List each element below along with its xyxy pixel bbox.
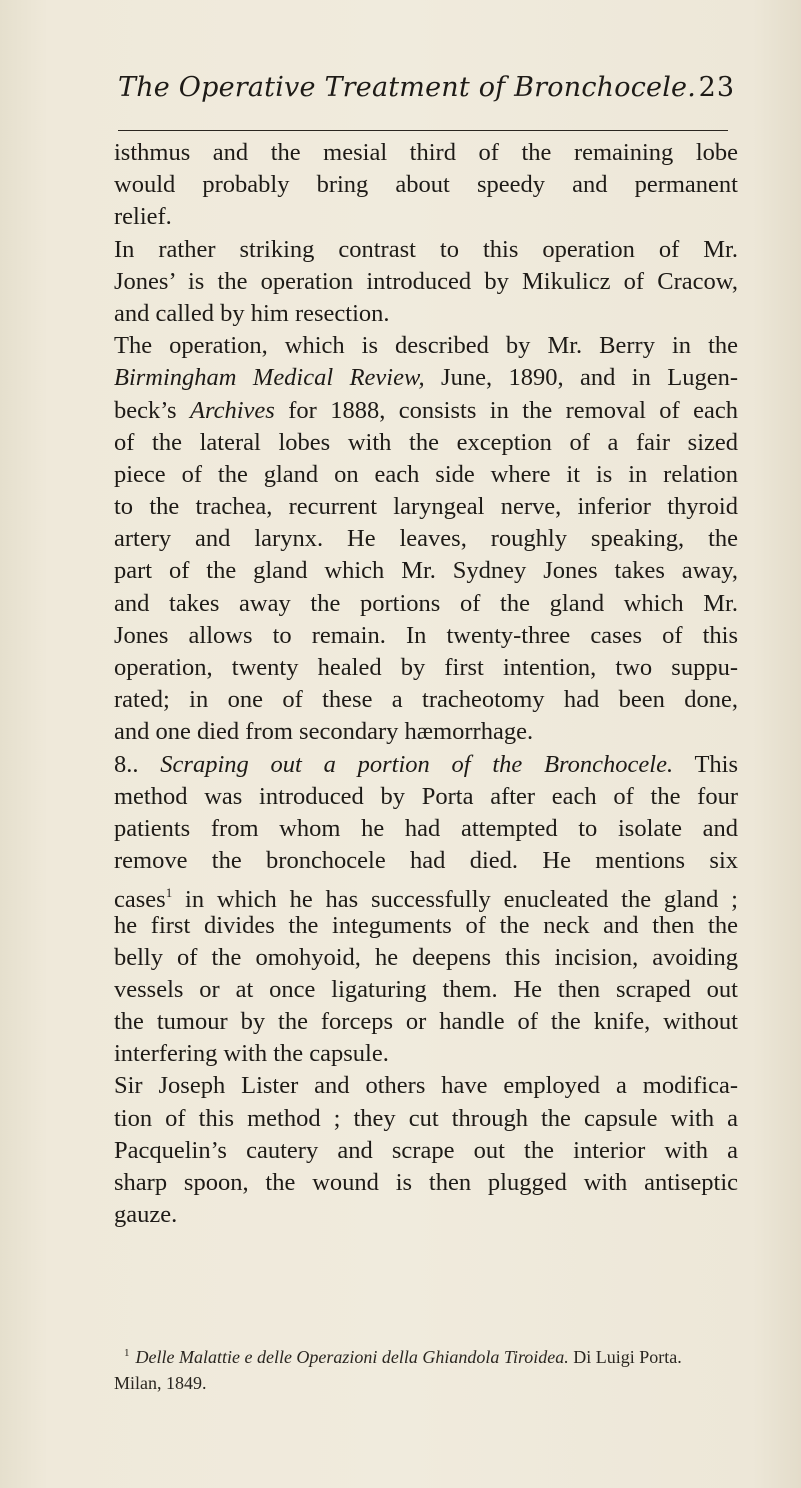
footnote-title: Delle Malattie e delle Operazioni della Ghiandola Tiroidea. (135, 1347, 569, 1367)
journal-title: Birmingham Medical Review, (114, 364, 425, 392)
section-heading-line: 8.. Scraping out a portion of the Bronchocele. This (114, 750, 738, 778)
running-head (118, 72, 735, 118)
text-line: he first divides the integuments of the neck and then the (114, 911, 738, 939)
text-line: remove the bronchocele had died. He mentions six (114, 847, 738, 875)
text-line: of the lateral lobes with the exception of a fair sized (114, 428, 738, 456)
text-line: gauze. (114, 1201, 178, 1229)
text-line: Jones’ is the operation introduced by Mikulicz of Cracow, (114, 267, 738, 295)
text-line-italic-mixed: Birmingham Medical Review, June, 1890, and in Lugen- (114, 364, 738, 392)
section-heading: Scraping out a portion of the Bronchocele. (160, 750, 674, 778)
header-rule (118, 130, 728, 131)
text-line: part of the gland which Mr. Sydney Jones takes away, (114, 557, 738, 585)
text-line: would probably bring about speedy and permanent (114, 171, 738, 199)
text-line: relief. (114, 203, 172, 231)
footnote-author: Di Luigi Porta. (573, 1347, 682, 1367)
page-number: 23 (698, 72, 735, 103)
footnote-line (114, 1340, 738, 1370)
text-line: sharp spoon, the wound is then plugged with antiseptic (114, 1169, 738, 1196)
text-line: tion of this method ; they cut through the capsule with a (114, 1104, 738, 1132)
body-text (114, 137, 738, 1231)
text-line: and called by him resection. (114, 299, 390, 327)
text-line: In rather striking contrast to this operation of Mr. (114, 235, 738, 263)
text-line: vessels or at once ligaturing them. He then scraped out (114, 975, 738, 1003)
text-line: Jones allows to remain. In twenty-three cases of this (114, 621, 738, 649)
text-line: patients from whom he had attempted to isolate and (114, 814, 738, 842)
text-line: artery and larynx. He leaves, roughly speaking, the (114, 525, 738, 553)
text-line: interfering with the capsule. (114, 1040, 389, 1068)
text-line: Pacquelin’s cautery and scrape out the interior with a (114, 1136, 738, 1164)
text-line-italic-mixed: beck’s Archives for 1888, consists in the removal of each (114, 396, 738, 424)
text-line: to the trachea, recurrent laryngeal nerve, inferior thyroid (114, 493, 738, 521)
text-line: belly of the omohyoid, he deepens this incision, avoiding (114, 943, 738, 971)
text-line-with-footnote: cases$^1$ in which he has successfully enucleated the gland ; (114, 885, 738, 914)
text-line: Sir Joseph Lister and others have employed a modifica- (114, 1072, 738, 1100)
text-line: method was introduced by Porta after each of the four (114, 782, 738, 810)
text-line: and takes away the portions of the gland which Mr. (114, 589, 738, 617)
text-line: isthmus and the mesial third of the remaining lobe (114, 139, 738, 166)
text-line: and one died from secondary hæmorrhage. (114, 718, 534, 746)
footnote-reference: 1 (165, 885, 173, 901)
footnote-place-date: Milan, 1849. (114, 1373, 207, 1393)
text-line: The operation, which is described by Mr. Berry in the (114, 332, 738, 360)
footnote-marker: 1 (124, 1347, 130, 1359)
text-line: rated; in one of these a tracheotomy had been done, (114, 686, 738, 714)
text-line: the tumour by the forceps or handle of the knife, without (114, 1008, 738, 1036)
running-head-title: The Operative Treatment of Bronchocele. (118, 72, 696, 103)
text-line: piece of the gland on each side where it is in relation (114, 460, 738, 488)
journal-archives: Archives (190, 396, 275, 424)
footnote (114, 1340, 738, 1396)
text-line: operation, twenty healed by first intention, two suppu- (114, 654, 738, 681)
